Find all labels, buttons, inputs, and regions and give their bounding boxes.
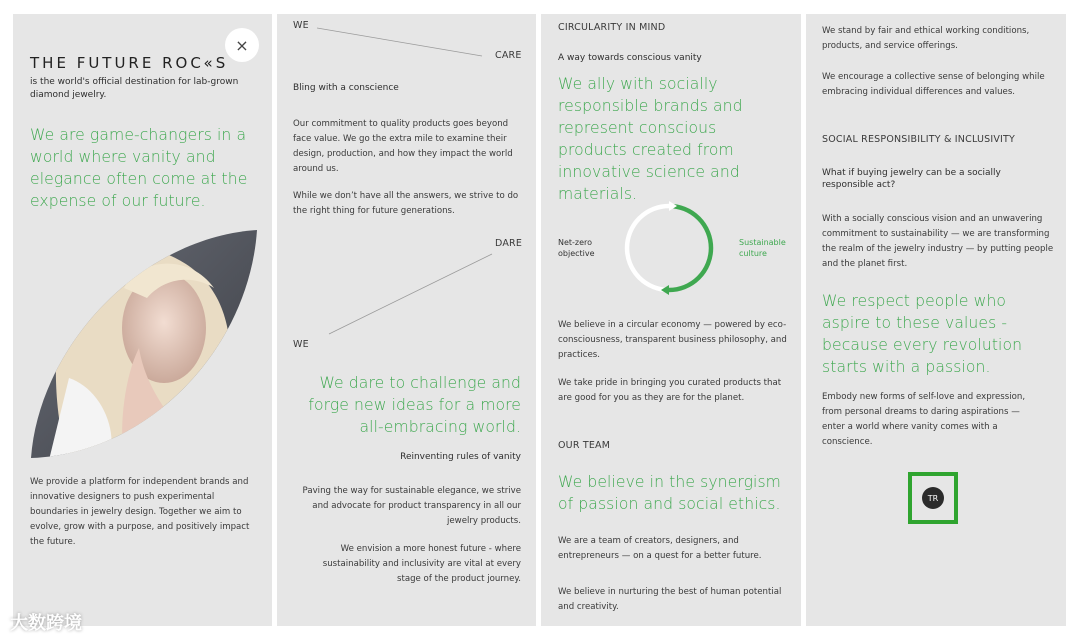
transforming-paragraph: With a socially conscious vision and an unwavering commitment to sustainability — we are transforming the realm of the jewelry industry — by putting people and the planet first. xyxy=(822,214,1054,269)
team-paragraph: We are a team of creators, designers, and entrepreneurs — on a quest for a better future. xyxy=(558,536,762,561)
dare-headline: We dare to challenge and forge new ideas for a more all-embracing world. xyxy=(308,374,521,436)
care-connector-line xyxy=(317,26,497,58)
tr-logo-icon[interactable]: TR xyxy=(922,487,944,509)
intro-headline: We are game-changers in a world where vanity and elegance often come at the expense of our future. xyxy=(30,126,248,210)
netzero-label: Net-zero objective xyxy=(558,238,595,258)
brand-logo-mark: «S xyxy=(203,54,229,72)
social-question: What if buying jewelry can be a socially responsible act? xyxy=(822,168,1001,190)
self-love-paragraph: Embody new forms of self-love and expression, from personal dreams to daring aspirations — enter a world where vanity comes with a conscience. xyxy=(822,392,1026,447)
curated-products-paragraph: We take pride in bringing you curated products that are good for you as they are for the planet. xyxy=(558,378,782,403)
we-label-bottom: WE xyxy=(293,339,309,350)
panel-social xyxy=(806,14,1066,626)
circularity-headline: We ally with socially responsible brands and represent conscious products created from innovative science and materials. xyxy=(558,75,743,203)
dare-label: DARE xyxy=(495,238,523,249)
reinventing-heading: Reinventing rules of vanity xyxy=(400,452,521,462)
dare-connector-line xyxy=(327,252,497,337)
team-heading: OUR TEAM xyxy=(558,440,611,451)
panel-values xyxy=(277,14,536,626)
we-label-top: WE xyxy=(293,20,309,31)
sustainable-culture-label: Sustainable culture xyxy=(739,238,786,258)
highlighted-badge-box[interactable] xyxy=(908,472,958,524)
circular-economy-paragraph: We believe in a circular economy — powered by eco-consciousness, transparent business philosophy, and practices. xyxy=(558,320,787,360)
brand-logo[interactable] xyxy=(30,54,228,72)
team-headline: We believe in the synergism of passion and social ethics. xyxy=(558,473,781,513)
honest-future-paragraph: We envision a more honest future - where sustainability and inclusivity are vital at every stage of the product journey. xyxy=(322,544,521,584)
respect-headline: We respect people who aspire to these values - because every revolution starts with a passion. xyxy=(822,292,1023,376)
care-label: CARE xyxy=(495,50,522,61)
answers-paragraph: While we don’t have all the answers, we strive to do the right thing for future generations. xyxy=(293,191,519,216)
panel-circularity xyxy=(541,14,801,626)
belonging-paragraph: We encourage a collective sense of belonging while embracing individual differences and values. xyxy=(822,72,1045,97)
commitment-paragraph: Our commitment to quality products goes beyond face value. We go the extra mile to examine their design, production, and how they impact the world around us. xyxy=(293,119,513,174)
circular-economy-diagram xyxy=(621,200,717,296)
nurturing-paragraph: We believe in nurturing the best of human potential and creativity. xyxy=(558,587,782,612)
close-icon: × xyxy=(235,35,249,55)
brand-logo-text: THE FUTURE ROC xyxy=(30,54,204,72)
tagline: is the world's official destination for lab-grown diamond jewelry. xyxy=(30,77,239,100)
circularity-heading: CIRCULARITY IN MIND xyxy=(558,22,666,33)
panel-intro xyxy=(13,14,272,626)
sustainable-elegance-paragraph: Paving the way for sustainable elegance, we strive and advocate for product transparency in all our jewelry products. xyxy=(302,486,521,526)
social-responsibility-heading: SOCIAL RESPONSIBILITY & INCLUSIVITY xyxy=(822,134,1016,145)
fair-conditions-paragraph: We stand by fair and ethical working conditions, products, and service offerings. xyxy=(822,26,1030,51)
circularity-subtitle: A way towards conscious vanity xyxy=(558,53,702,63)
watermark: 大数跨境 xyxy=(10,613,82,634)
intro-body: We provide a platform for independent brands and innovative designers to push experimental boundaries in jewelry design. Together we aim to evolve, grow with a purpose, and positively impact the future. xyxy=(30,477,250,547)
close-button[interactable] xyxy=(225,28,259,62)
bling-heading: Bling with a conscience xyxy=(293,83,399,93)
model-photo xyxy=(29,228,259,460)
